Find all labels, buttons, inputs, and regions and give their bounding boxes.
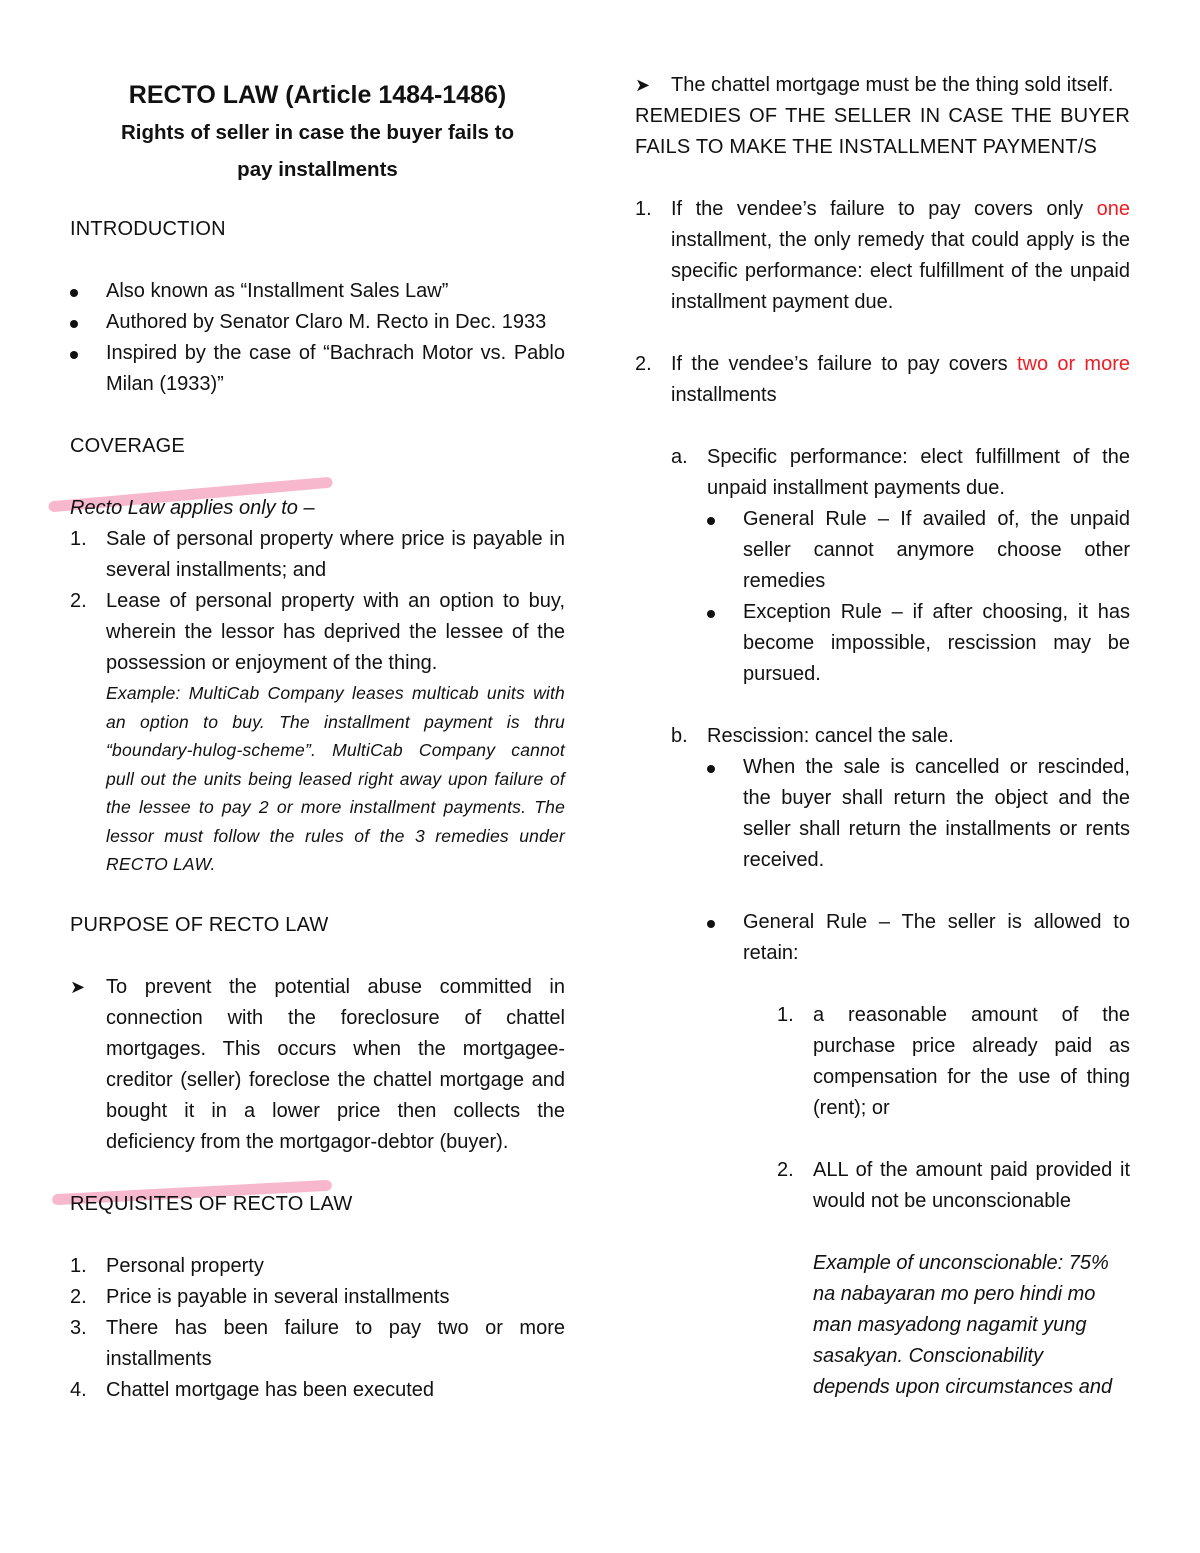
list-item [70,1375,565,1406]
unconscionable-example [635,1248,1130,1403]
list-item [70,1251,565,1282]
emphasis-red: one [1096,198,1130,220]
bullet-dot-icon [70,276,106,307]
list-item [635,1000,1130,1124]
coverage-item: Sale of personal property where price is payable in several installments; and [106,528,565,581]
list-item [635,907,1130,969]
bullet-dot-icon [707,504,743,535]
remedy-two [671,349,1130,411]
highlighted-lead [70,493,565,524]
bullet-dot-icon [707,597,743,628]
coverage-heading: COVERAGE [70,435,185,457]
list-number: 3. [70,1316,87,1339]
list-item [635,597,1130,690]
list-item [70,972,565,1158]
example-line: depends upon circumstances and [813,1376,1113,1398]
list-number: 2. [777,1159,794,1181]
remedy-text: installments [671,384,777,406]
bullet-dot-icon [707,752,743,783]
requisite-item: There has been failure to pay two or more installments [106,1316,565,1370]
requisite-continued-item: The chattel mortgage must be the thing sold itself. [671,74,1114,96]
remedies-heading: REMEDIES OF THE SELLER IN CASE THE BUYER FAILS TO MAKE THE INSTALLMENT PAYMENT/S [635,105,1130,158]
list-item [635,752,1130,876]
example-line: man masyadong nagamit yung [813,1314,1087,1336]
arrow-bullet-icon: ➤ [70,976,86,997]
remedy-one [671,194,1130,318]
introduction-item: Also known as “Installment Sales Law” [106,280,449,302]
list-number: 1. [777,1004,794,1026]
list-item [70,338,565,400]
coverage-lead: Recto Law applies only to – [70,497,315,519]
list-letter: b. [671,725,688,747]
document-title: RECTO LAW (Article 1484-1486) [128,81,507,109]
remedy-text: If the vendee’s failure to pay covers only [671,198,1097,220]
sub-a-bullet: Exception Rule – if after choosing, it has become impossible, rescission may be pursued. [743,601,1130,685]
sub-a-bullet: General Rule – If availed of, the unpaid seller cannot anymore choose other remedies [743,508,1130,592]
coverage-item: Lease of personal property with an option to buy, wherein the lessor has deprived the lessee of the possession or enjoyment of the thing. [106,590,565,674]
list-number: 4. [70,1378,87,1401]
retain-item: ALL of the amount paid provided it would not be unconscionable [813,1159,1130,1212]
example-line: sasakyan. Conscionability [813,1345,1044,1367]
remedy-text: installment, the only remedy that could apply is the specific performance: elect fulfillment of the unpaid installment payment due. [671,229,1130,313]
list-item [635,442,1130,504]
bullet-dot-icon [70,338,106,369]
sub-remedy-a: Specific performance: elect fulfillment of the unpaid installment payments due. [707,446,1130,499]
introduction-item: Authored by Senator Claro M. Recto in Dec. 1933 [106,311,547,333]
sub-b-bullet: General Rule – The seller is allowed to retain: [743,911,1130,964]
list-item [635,349,1130,411]
list-item [70,1313,565,1375]
list-item [70,307,565,338]
list-item [635,70,1130,101]
sub-b-bullet: When the sale is cancelled or rescinded, the buyer shall return the object and the seller shall return the installments or rents received. [743,756,1130,871]
left-column [70,70,565,1406]
highlighted-heading [70,1189,565,1220]
document-subtitle-line2: pay installments [237,158,398,181]
list-item [70,1282,565,1313]
requisite-item: Chattel mortgage has been executed [106,1378,434,1401]
list-number: 2. [635,353,652,375]
list-number: 1. [70,528,87,550]
list-item [70,524,565,586]
coverage-example: Example: MultiCab Company leases multicab units with an option to buy. The installment payment is thru “boundary-hulog-scheme”. MultiCab Company cannot pull out the units being leased right away upon failure of the lessee to pay 2 or more installment payments. The lessor must follow the rules of the 3 remedies under RECTO LAW. [106,683,565,874]
arrow-bullet-icon: ➤ [635,75,651,95]
bullet-dot-icon [707,907,743,938]
purpose-item: To prevent the potential abuse committed in connection with the foreclosure of chattel mortgages. This occurs when the mortgagee-creditor (seller) foreclose the chattel mortgage and bought it in a lower price then collects the deficiency from the mortgagor-debtor (buyer). [106,975,565,1153]
list-number: 1. [70,1254,87,1277]
sub-remedy-b: Rescission: cancel the sale. [707,725,954,747]
list-number: 2. [70,590,87,612]
list-letter: a. [671,446,688,468]
purpose-heading: PURPOSE OF RECTO LAW [70,913,329,936]
list-item [70,276,565,307]
remedy-text: If the vendee’s failure to pay covers [671,353,1017,375]
example-line: na nabayaran mo pero hindi mo [813,1283,1096,1305]
example-line: Example of unconscionable: 75% [813,1252,1109,1274]
list-item [70,586,565,679]
list-item [635,194,1130,318]
list-item [635,1155,1130,1217]
requisites-heading: REQUISITES OF RECTO LAW [70,1192,353,1215]
retain-item: a reasonable amount of the purchase price already paid as compensation for the use of thing (rent); or [813,1004,1130,1119]
requisite-item: Personal property [106,1254,264,1277]
right-column [635,70,1130,1403]
introduction-item: Inspired by the case of “Bachrach Motor vs. Pablo Milan (1933)” [106,342,565,395]
list-item [635,721,1130,752]
emphasis-red: two or more [1016,353,1130,375]
document-subtitle-line1: Rights of seller in case the buyer fails to [120,121,515,144]
introduction-heading: INTRODUCTION [70,218,226,240]
list-item [635,504,1130,597]
list-number: 2. [70,1285,87,1308]
requisite-item: Price is payable in several installments [106,1285,450,1308]
bullet-dot-icon [70,307,106,338]
list-number: 1. [635,198,652,220]
